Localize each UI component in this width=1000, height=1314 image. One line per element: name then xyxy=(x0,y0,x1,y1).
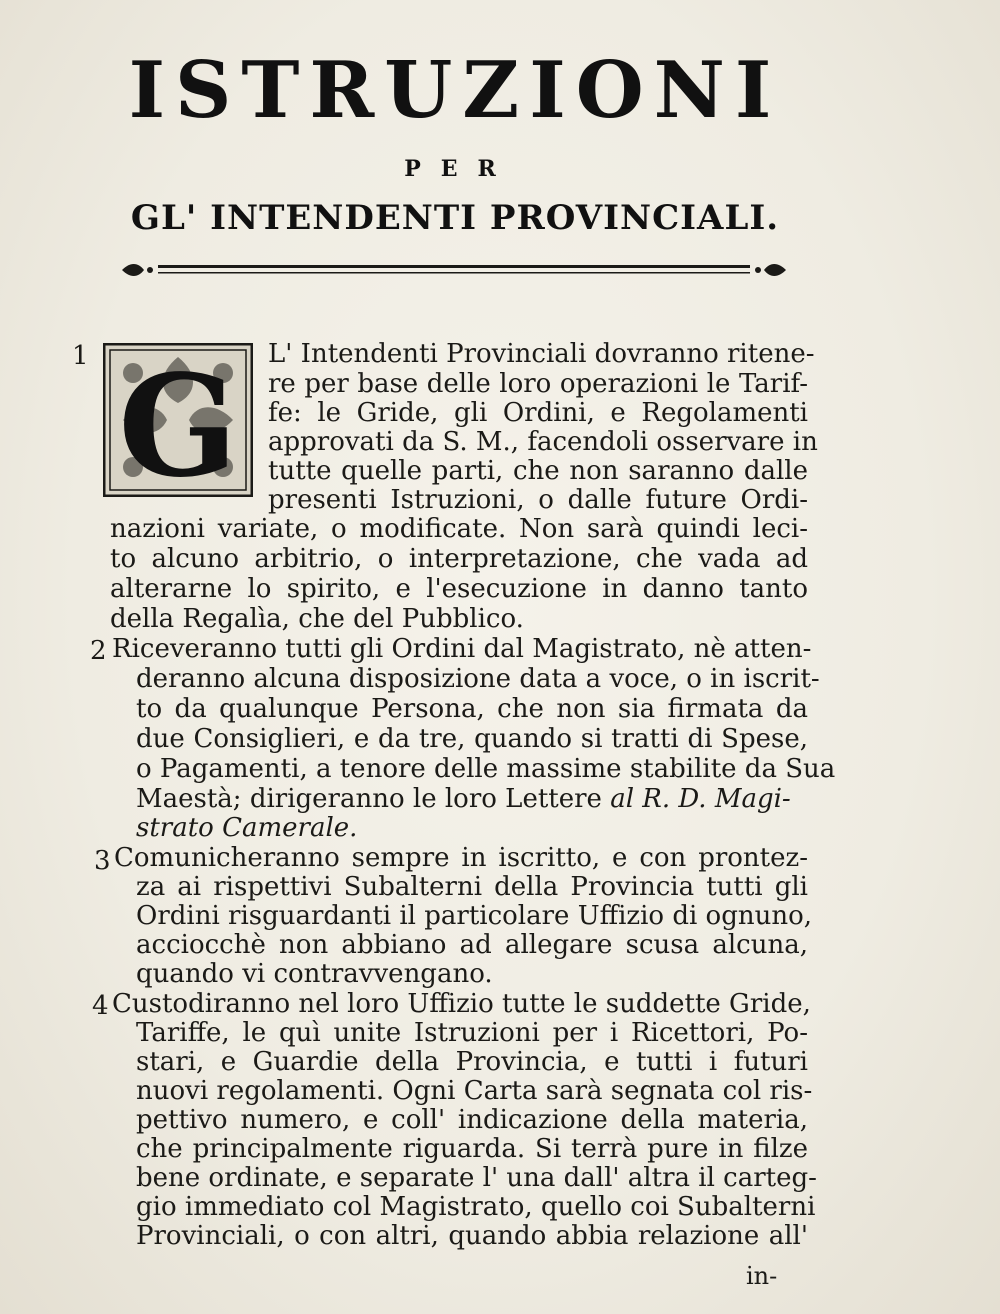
paragraph-line: nuovi regolamenti. Ogni Carta sarà segnata col ris- xyxy=(136,1076,813,1106)
paragraph-line: re per base delle loro operazioni le Tarif- xyxy=(268,369,808,399)
paragraph-line: za ai rispettivi Subalterni della Provincia tutti gli xyxy=(136,872,808,902)
paragraph-line: nazioni variate, o modificate. Non sarà quindi leci- xyxy=(110,514,808,544)
paragraph-line: strato Camerale. xyxy=(136,813,358,843)
paragraph-line: Ordini risguardanti il particolare Uffizio di ognuno, xyxy=(136,901,812,931)
paragraph-line xyxy=(136,784,791,814)
paragraph-line: gio immediato col Magistrato, quello coi Subalterni xyxy=(136,1192,816,1222)
paragraph-line: L' Intendenti Provinciali dovranno ritene- xyxy=(268,339,815,369)
page-subtitle: GL' INTENDENTI PROVINCIALI. xyxy=(130,198,780,238)
paragraph-number: 2 xyxy=(90,636,107,666)
rule-ornament-left-icon xyxy=(122,264,144,276)
paragraph-line: to da qualunque Persona, che non sia firmata da xyxy=(136,694,808,724)
paragraph-line: alterarne lo spirito, e l'esecuzione in danno tanto xyxy=(110,574,808,604)
paragraph-line: Comunicheranno sempre in iscritto, e con prontez- xyxy=(114,843,808,873)
paragraph-number: 1 xyxy=(72,341,89,371)
paragraph-line: che principalmente riguarda. Si terrà pure in filze xyxy=(136,1134,808,1164)
paragraph-line: bene ordinate, e separate l' una dall' altra il carteg- xyxy=(136,1163,817,1193)
catchword: in- xyxy=(746,1262,778,1290)
ornamental-rule xyxy=(120,260,788,280)
italic-addressee: al R. D. Magi- xyxy=(610,784,791,814)
paragraph-line: tutte quelle parti, che non saranno dalle xyxy=(268,456,808,486)
title-connector: PER xyxy=(404,156,516,182)
line-text: Maestà; dirigeranno le loro Lettere xyxy=(136,784,611,814)
paragraph-line: approvati da S. M., facendoli osservare in xyxy=(268,427,818,457)
paragraph-line: Custodiranno nel loro Uffizio tutte le suddette Gride, xyxy=(112,989,811,1019)
paragraph-line: stari, e Guardie della Provincia, e tutti i futuri xyxy=(136,1047,808,1077)
paragraph-line: quando vi contravvengano. xyxy=(136,959,493,989)
paragraph-line: o Pagamenti, a tenore delle massime stabilite da Sua xyxy=(136,754,836,784)
paragraph-line: Riceveranno tutti gli Ordini dal Magistrato, nè atten- xyxy=(112,634,812,664)
page-title: ISTRUZIONI xyxy=(128,45,782,136)
paragraph-line: deranno alcuna disposizione data a voce, o in iscrit- xyxy=(136,664,820,694)
paragraph-line: pettivo numero, e coll' indicazione della materia, xyxy=(136,1105,808,1135)
paragraph-line: acciocchè non abbiano ad allegare scusa alcuna, xyxy=(136,930,808,960)
paragraph-line: due Consiglieri, e da tre, quando si tratti di Spese, xyxy=(136,724,808,754)
drop-cap-letter: G xyxy=(118,345,238,497)
drop-cap-initial xyxy=(103,343,253,497)
paragraph-line: to alcuno arbitrio, o interpretazione, che vada ad xyxy=(110,544,808,574)
paragraph-line: Tariffe, le quì unite Istruzioni per i Ricettori, Po- xyxy=(136,1018,808,1048)
paragraph-line: presenti Istruzioni, o dalle future Ordi- xyxy=(268,485,808,515)
paragraph-line: Provinciali, o con altri, quando abbia relazione all' xyxy=(136,1221,808,1251)
paragraph-line: fe: le Gride, gli Ordini, e Regolamenti xyxy=(268,398,808,428)
paragraph-line: della Regalìa, che del Pubblico. xyxy=(110,604,524,634)
paragraph-number: 4 xyxy=(92,991,109,1021)
paragraph-number: 3 xyxy=(94,846,111,876)
rule-ornament-right-icon xyxy=(764,264,786,276)
